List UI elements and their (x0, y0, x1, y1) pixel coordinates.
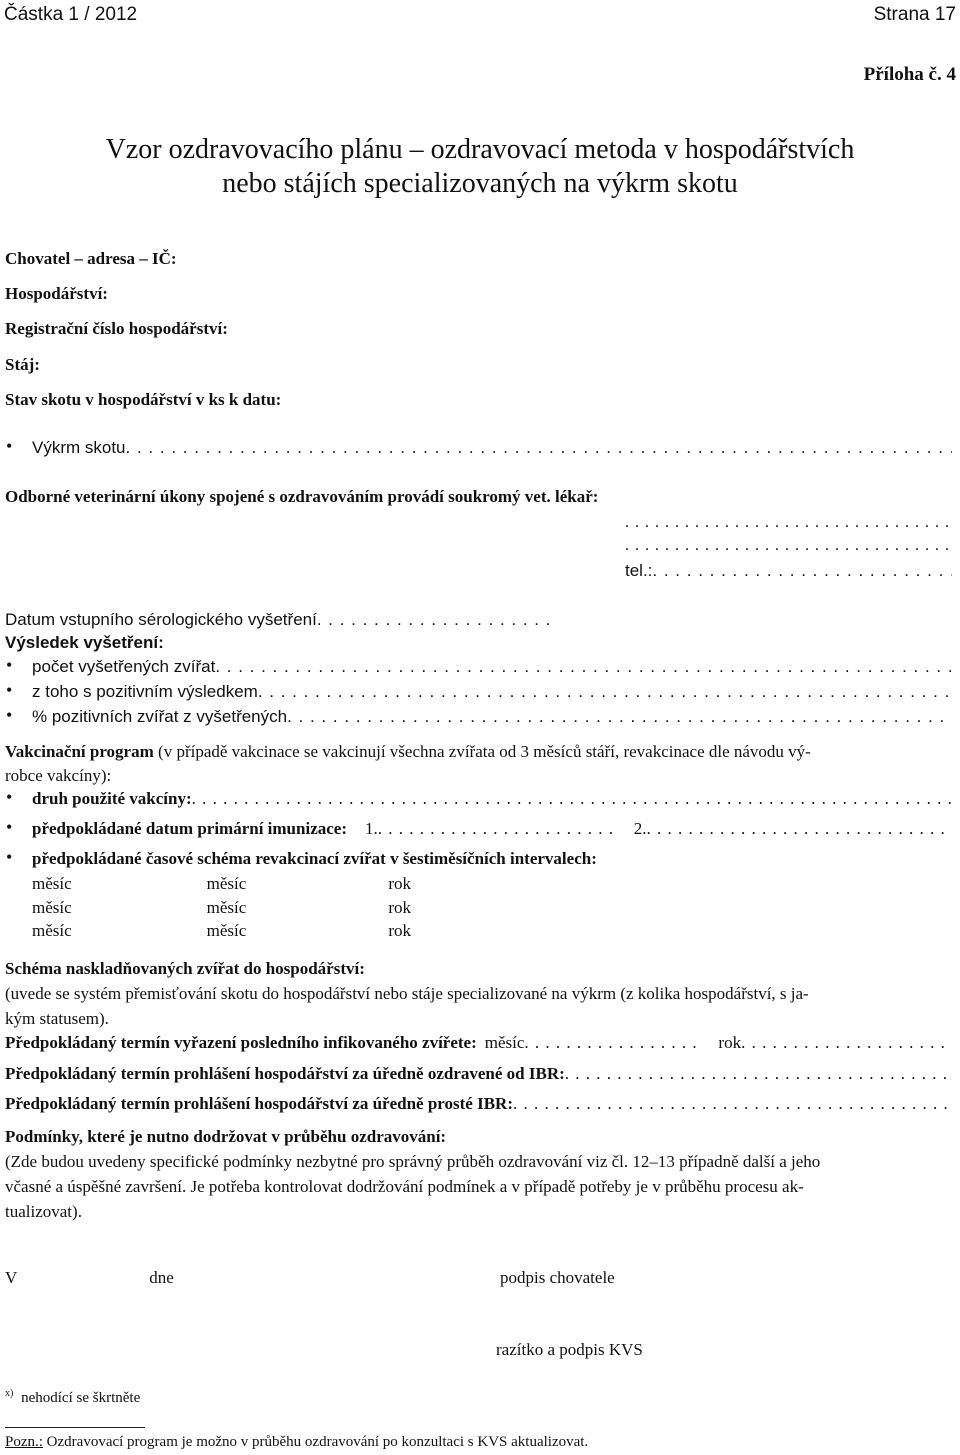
exam-row-3 (32, 707, 952, 727)
term-proste-row (5, 1094, 952, 1114)
vykrm-label: Výkrm skotu (32, 438, 126, 457)
signature-kvs: razítko a podpis KVS (496, 1340, 643, 1359)
schema-2-mesic-a: měsíc (32, 898, 72, 917)
footnote-divider (5, 1427, 145, 1428)
field-registracni-cislo: Registrační číslo hospodářství: (5, 319, 228, 338)
term-vyrazeni-row (5, 1033, 952, 1053)
vaccination-paragraph (5, 740, 811, 788)
bullet-vykrm: • (6, 436, 13, 456)
schema-row-3 (32, 921, 592, 941)
schema-3-rok: rok (388, 921, 411, 940)
datum-1-dots (378, 819, 620, 839)
vaccination-line-1 (5, 740, 811, 764)
vaccination-line-2: robce vakcíny): (5, 766, 112, 785)
exam-item-3: % pozitivních zvířat z vyšetřených (32, 707, 288, 726)
vet-tel-row (625, 561, 952, 581)
issue-number: Částka 1 / 2012 (4, 4, 138, 25)
vet-line-1 (625, 514, 952, 532)
schema-1-mesic-a: měsíc (32, 874, 72, 893)
page-number: Strana 17 (873, 4, 956, 25)
term-vyrazeni-mesic: měsíc (484, 1033, 525, 1052)
datum-1-label: 1. (365, 819, 378, 838)
term-proste-label: Předpokládaný termín prohlášení hospodářství za úředně prosté IBR: (5, 1094, 513, 1113)
signature-v: V (5, 1268, 18, 1287)
vet-line-2 (625, 537, 952, 555)
bullet-exam-3: • (6, 705, 13, 725)
exam-item-2: z toho s pozitivním výsledkem (32, 682, 258, 701)
datum-label: předpokládané datum primární imunizace: (32, 819, 347, 838)
conditions-line-3: tualizovat). (5, 1202, 82, 1221)
field-staj: Stáj: (5, 355, 40, 374)
bullet-datum: • (6, 817, 13, 837)
schema-3-mesic-a: měsíc (32, 921, 72, 940)
term-ozdravene-label: Předpokládaný termín prohlášení hospodářství za úředně ozdravené od IBR: (5, 1064, 565, 1083)
exam-result-heading: Výsledek vyšetření: (5, 633, 164, 652)
exam-item-1: počet vyšetřených zvířat (32, 657, 216, 676)
field-chovatel: Chovatel – adresa – IČ: (5, 249, 177, 268)
datum-2-label: 2. (633, 819, 647, 838)
term-vyrazeni-dots-a (524, 1033, 704, 1053)
page-title (0, 133, 960, 201)
restock-line-2: kým statusem). (5, 1009, 109, 1028)
schema-2-mesic-b: měsíc (206, 898, 247, 917)
druh-row (32, 789, 952, 809)
conditions-paragraph (5, 1124, 820, 1224)
signature-dne: dne (149, 1268, 174, 1287)
schema-row-1 (32, 874, 592, 894)
datum-row (32, 819, 952, 839)
signature-chovatel: podpis chovatele (500, 1268, 615, 1287)
note (5, 1434, 588, 1451)
vet-dots-2 (625, 537, 952, 555)
footnote-text: nehodící se škrtněte (21, 1390, 141, 1406)
schema-1-mesic-b: měsíc (206, 874, 247, 893)
exam-row-1 (32, 657, 952, 677)
schema-3-mesic-b: měsíc (206, 921, 247, 940)
restock-heading: Schéma naskladňovaných zvířat do hospodářství: (5, 959, 365, 978)
exam-dots-3 (287, 707, 952, 727)
exam-dots-2 (258, 682, 952, 702)
term-ozdravene-row (5, 1064, 952, 1084)
term-proste-dots (513, 1094, 952, 1114)
signature-place-date (5, 1268, 335, 1288)
term-vyrazeni-dots-b (741, 1033, 952, 1053)
vet-tel-label: tel.: (625, 561, 653, 580)
bullet-exam-2: • (6, 680, 13, 700)
bullet-druh: • (6, 787, 13, 807)
restock-line-1: (uvede se systém přemisťování skotu do hospodářství nebo stáje specializované na výkrm (z kolika hospodářství, s ja- (5, 984, 809, 1003)
vaccination-text-1: (v případě vakcinace se vakcinují všechna zvířata od 3 měsíců stáří, revakcinace dle návodu vý- (153, 742, 811, 761)
footnote-mark: x) (5, 1388, 14, 1399)
exam-date-row (5, 610, 557, 630)
exam-dots-1 (215, 657, 952, 677)
title-line-1: Vzor ozdravovacího plánu – ozdravovací metoda v hospodářstvích (105, 134, 855, 165)
datum-2-dots (647, 819, 953, 839)
exam-row-2 (32, 682, 952, 702)
conditions-heading: Podmínky, které je nutno dodržovat v průběhu ozdravování: (5, 1127, 447, 1146)
restock-paragraph (5, 956, 809, 1031)
vykrm-dots (126, 438, 952, 458)
footnote (5, 1388, 140, 1407)
conditions-line-1: (Zde budou uvedeny specifické podmínky nezbytné pro správný průběh ozdravování viz čl. 12–13 případně další a jeho (5, 1152, 821, 1171)
druh-label: druh použité vakcíny: (32, 789, 192, 808)
exam-date-label: Datum vstupního sérologického vyšetření (5, 610, 317, 629)
note-label: Pozn.: (5, 1434, 43, 1450)
vet-heading: Odborné veterinární úkony spojené s ozdravováním provádí soukromý vet. lékař: (5, 487, 599, 506)
field-stav-skotu: Stav skotu v hospodářství v ks k datu: (5, 390, 282, 409)
annex-label: Příloha č. 4 (863, 64, 956, 85)
exam-date-dots (317, 610, 557, 630)
schema-1-rok: rok (388, 874, 411, 893)
field-hospodarstvi: Hospodářství: (5, 284, 108, 303)
title-line-2: nebo stájích specializovaných na výkrm skotu (222, 168, 738, 199)
druh-dots (192, 789, 952, 809)
conditions-line-2: včasné a úspěšné završení. Je potřeba kontrolovat dodržování podmínek a v případě potřeby je v průběhu procesu ak- (5, 1177, 804, 1196)
note-text: Ozdravovací program je možno v průběhu ozdravování po konzultaci s KVS aktualizovat. (42, 1434, 589, 1450)
vykrm-row (32, 438, 952, 458)
schema-row-2 (32, 898, 592, 918)
vet-dots-1 (625, 514, 952, 532)
bullet-exam-1: • (6, 655, 13, 675)
schema-2-rok: rok (388, 898, 411, 917)
vet-tel-dots (652, 561, 952, 581)
term-vyrazeni-rok: rok (718, 1033, 742, 1052)
vaccination-heading: Vakcinační program (5, 742, 154, 761)
schema-label: předpokládané časové schéma revakcinací zvířat v šestiměsíčních intervalech: (32, 849, 597, 868)
term-vyrazeni-label: Předpokládaný termín vyřazení posledního infikovaného zvířete: (5, 1033, 477, 1052)
bullet-schema: • (6, 847, 13, 867)
term-ozdravene-dots (565, 1064, 952, 1084)
